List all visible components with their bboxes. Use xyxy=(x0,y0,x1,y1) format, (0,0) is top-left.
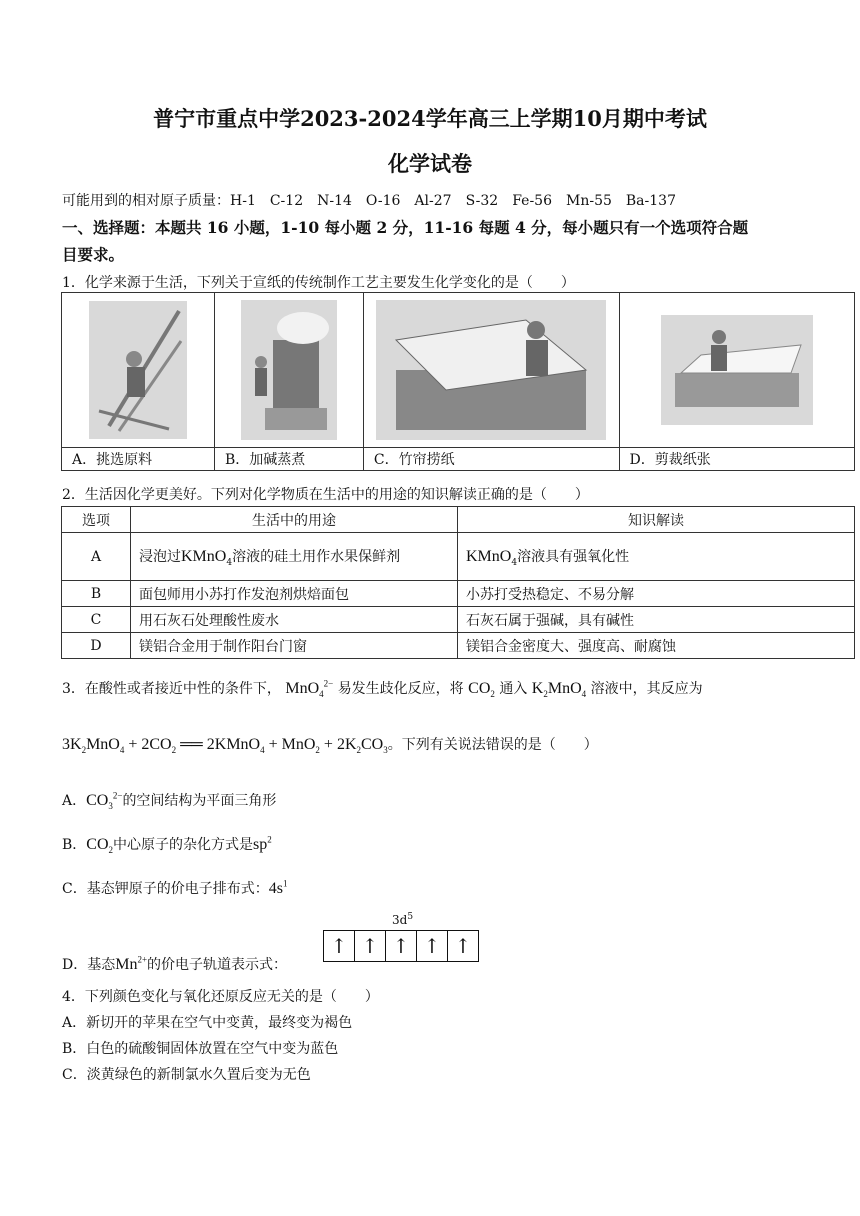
permanganate-ion-formula: MnO$_4^{2-}$ xyxy=(285,678,334,700)
q4-stem: 4．下列颜色变化与氧化还原反应无关的是（ ） xyxy=(62,989,379,1005)
q2-table xyxy=(61,506,855,659)
q2-stem: 2．生活因化学更美好。下列对化学物质在生活中的用途的知识解读正确的是（ ） xyxy=(62,487,589,503)
q3-option-d xyxy=(62,954,287,974)
formula: KMnO xyxy=(181,547,227,565)
q3-option-b xyxy=(62,834,272,855)
steamer-icon xyxy=(241,300,337,440)
q2-row-explanation xyxy=(458,533,855,581)
q1-image-table xyxy=(61,292,855,471)
formula-sub: 4 xyxy=(511,557,518,568)
q1-image-cell-d xyxy=(619,293,855,448)
up-arrow-icon: ↑ xyxy=(355,931,386,961)
table-row xyxy=(62,581,855,607)
q3-stem-part: 3．在酸性或者接近中性的条件下， xyxy=(62,681,281,697)
option-text: 中心原子的杂化方式是 xyxy=(113,837,254,853)
up-arrow-icon: ↑ xyxy=(386,931,417,961)
q2-row-use: 面包师用小苏打作发泡剂烘焙面包 xyxy=(131,581,458,607)
q1-stem: 1．化学来源于生活，下列关于宣纸的传统制作工艺主要发生化学变化的是（ ） xyxy=(62,275,575,291)
option-text: 的价电子轨道表示式： xyxy=(147,957,288,973)
q3-option-c xyxy=(62,878,287,898)
orbital-label xyxy=(392,912,413,927)
page-subtitle: 化学试卷 xyxy=(388,151,472,176)
up-arrow-icon: ↑ xyxy=(417,931,448,961)
page-title: 普宁市重点中学2023-2024学年高三上学期10月期中考试 xyxy=(153,106,707,131)
use-prefix: 浸泡过 xyxy=(139,548,181,565)
explanation-suffix: 溶液具有强氧化性 xyxy=(517,548,630,565)
option-letter: B． xyxy=(62,837,87,853)
q1-option-a: A．挑选原料 xyxy=(62,448,215,471)
up-arrow-icon: ↑ xyxy=(324,931,355,961)
q2-row-option: D xyxy=(62,633,131,659)
paper-vat-icon xyxy=(376,300,606,440)
electron-config: $4s^1$ xyxy=(268,878,288,897)
q1-image-cell-b xyxy=(214,293,363,448)
q3-equation-tail: 。下列有关说法错误的是（ ） xyxy=(387,737,598,753)
co2-formula: $CO_2$ xyxy=(468,680,495,700)
option-text: 的空间结构为平面三角形 xyxy=(122,793,277,809)
q2-row-use: 用石灰石处理酸性废水 xyxy=(131,607,458,633)
q2-row-explanation: 小苏打受热稳定、不易分解 xyxy=(458,581,855,607)
q3-stem-part: 通入 xyxy=(499,681,528,697)
mn-ion-formula: $Mn^{2+}$ xyxy=(115,954,148,973)
q3-stem-part: 易发生歧化反应，将 xyxy=(337,681,464,697)
bamboo-worker-icon xyxy=(89,301,187,439)
reaction-equation: $3K_2MnO_4 + 2CO_2$ ══ 2KMnO$_4$ + $MnO_2 + 2K_2CO_3$ xyxy=(62,736,388,756)
q1-option-b: B．加碱蒸煮 xyxy=(214,448,363,471)
up-arrow-icon: ↑ xyxy=(454,934,472,958)
table-row xyxy=(62,533,855,581)
q3-stem xyxy=(62,678,703,699)
q1-option-c: C．竹帘捞纸 xyxy=(363,448,619,471)
section-heading-cont: 目要求。 xyxy=(62,245,125,264)
q2-row-explanation: 石灰石属于强碱，具有碱性 xyxy=(458,607,855,633)
co2-formula: $CO_2$ xyxy=(86,836,114,856)
orbital-diagram xyxy=(323,930,479,962)
q4-option-b: B．白色的硫酸铜固体放置在空气中变为蓝色 xyxy=(62,1041,339,1057)
image-bamboo-screen-papermaking xyxy=(376,300,606,440)
q2-header-use: 生活中的用途 xyxy=(131,507,458,533)
hybridization: $sp^2$ xyxy=(253,834,272,853)
table-row xyxy=(62,633,855,659)
orbital-label-text: 3d xyxy=(392,913,408,927)
q4-option-a: A．新切开的苹果在空气中变黄，最终变为褐色 xyxy=(62,1015,353,1031)
option-letter: D．基态 xyxy=(62,957,116,973)
q3-stem-part: 溶液中，其反应为 xyxy=(590,681,703,697)
q1-image-cell-c xyxy=(363,293,619,448)
use-suffix: 溶液的硅土用作水果保鲜剂 xyxy=(232,548,401,565)
k2mno4-formula: $K_2MnO_4$ xyxy=(531,680,587,700)
formula: KMnO xyxy=(466,547,512,565)
q2-row-use xyxy=(131,533,458,581)
q2-header-explanation: 知识解读 xyxy=(458,507,855,533)
q3-option-a xyxy=(62,790,276,811)
q3-equation-line xyxy=(62,734,598,755)
orbital-label-sup: 5 xyxy=(407,912,414,922)
q4-option-c: C．淡黄绿色的新制氯水久置后变为无色 xyxy=(62,1067,311,1083)
option-text: C．基态钾原子的价电子排布式： xyxy=(62,881,269,897)
q1-option-d: D．剪裁纸张 xyxy=(619,448,855,471)
option-letter: A． xyxy=(62,793,87,809)
section-heading: 一、选择题：本题共 16 小题，1-10 每小题 2 分，11-16 每题 4 分，每小题只有一个选项符合题 xyxy=(62,218,749,237)
q2-row-option: C xyxy=(62,607,131,633)
atomic-masses: 可能用到的相对原子质量：H-1 C-12 N-14 O-16 Al-27 S-32 Fe-56 Mn-55 Ba-137 xyxy=(62,193,676,209)
q2-row-explanation: 镁铝合金密度大、强度高、耐腐蚀 xyxy=(458,633,855,659)
carbonate-formula: $CO_3^{2-}$ xyxy=(86,790,123,812)
q2-row-option: B xyxy=(62,581,131,607)
q2-header-option: 选项 xyxy=(62,507,131,533)
image-select-materials xyxy=(89,301,187,439)
q1-image-cell-a xyxy=(62,293,215,448)
q2-row-option: A xyxy=(62,533,131,581)
image-cutting-paper xyxy=(661,315,813,425)
paper-table-icon xyxy=(661,315,813,425)
q2-row-use: 镁铝合金用于制作阳台门窗 xyxy=(131,633,458,659)
table-row xyxy=(62,607,855,633)
image-boil-with-alkali xyxy=(241,300,337,440)
formula-sub: 4 xyxy=(226,557,233,568)
